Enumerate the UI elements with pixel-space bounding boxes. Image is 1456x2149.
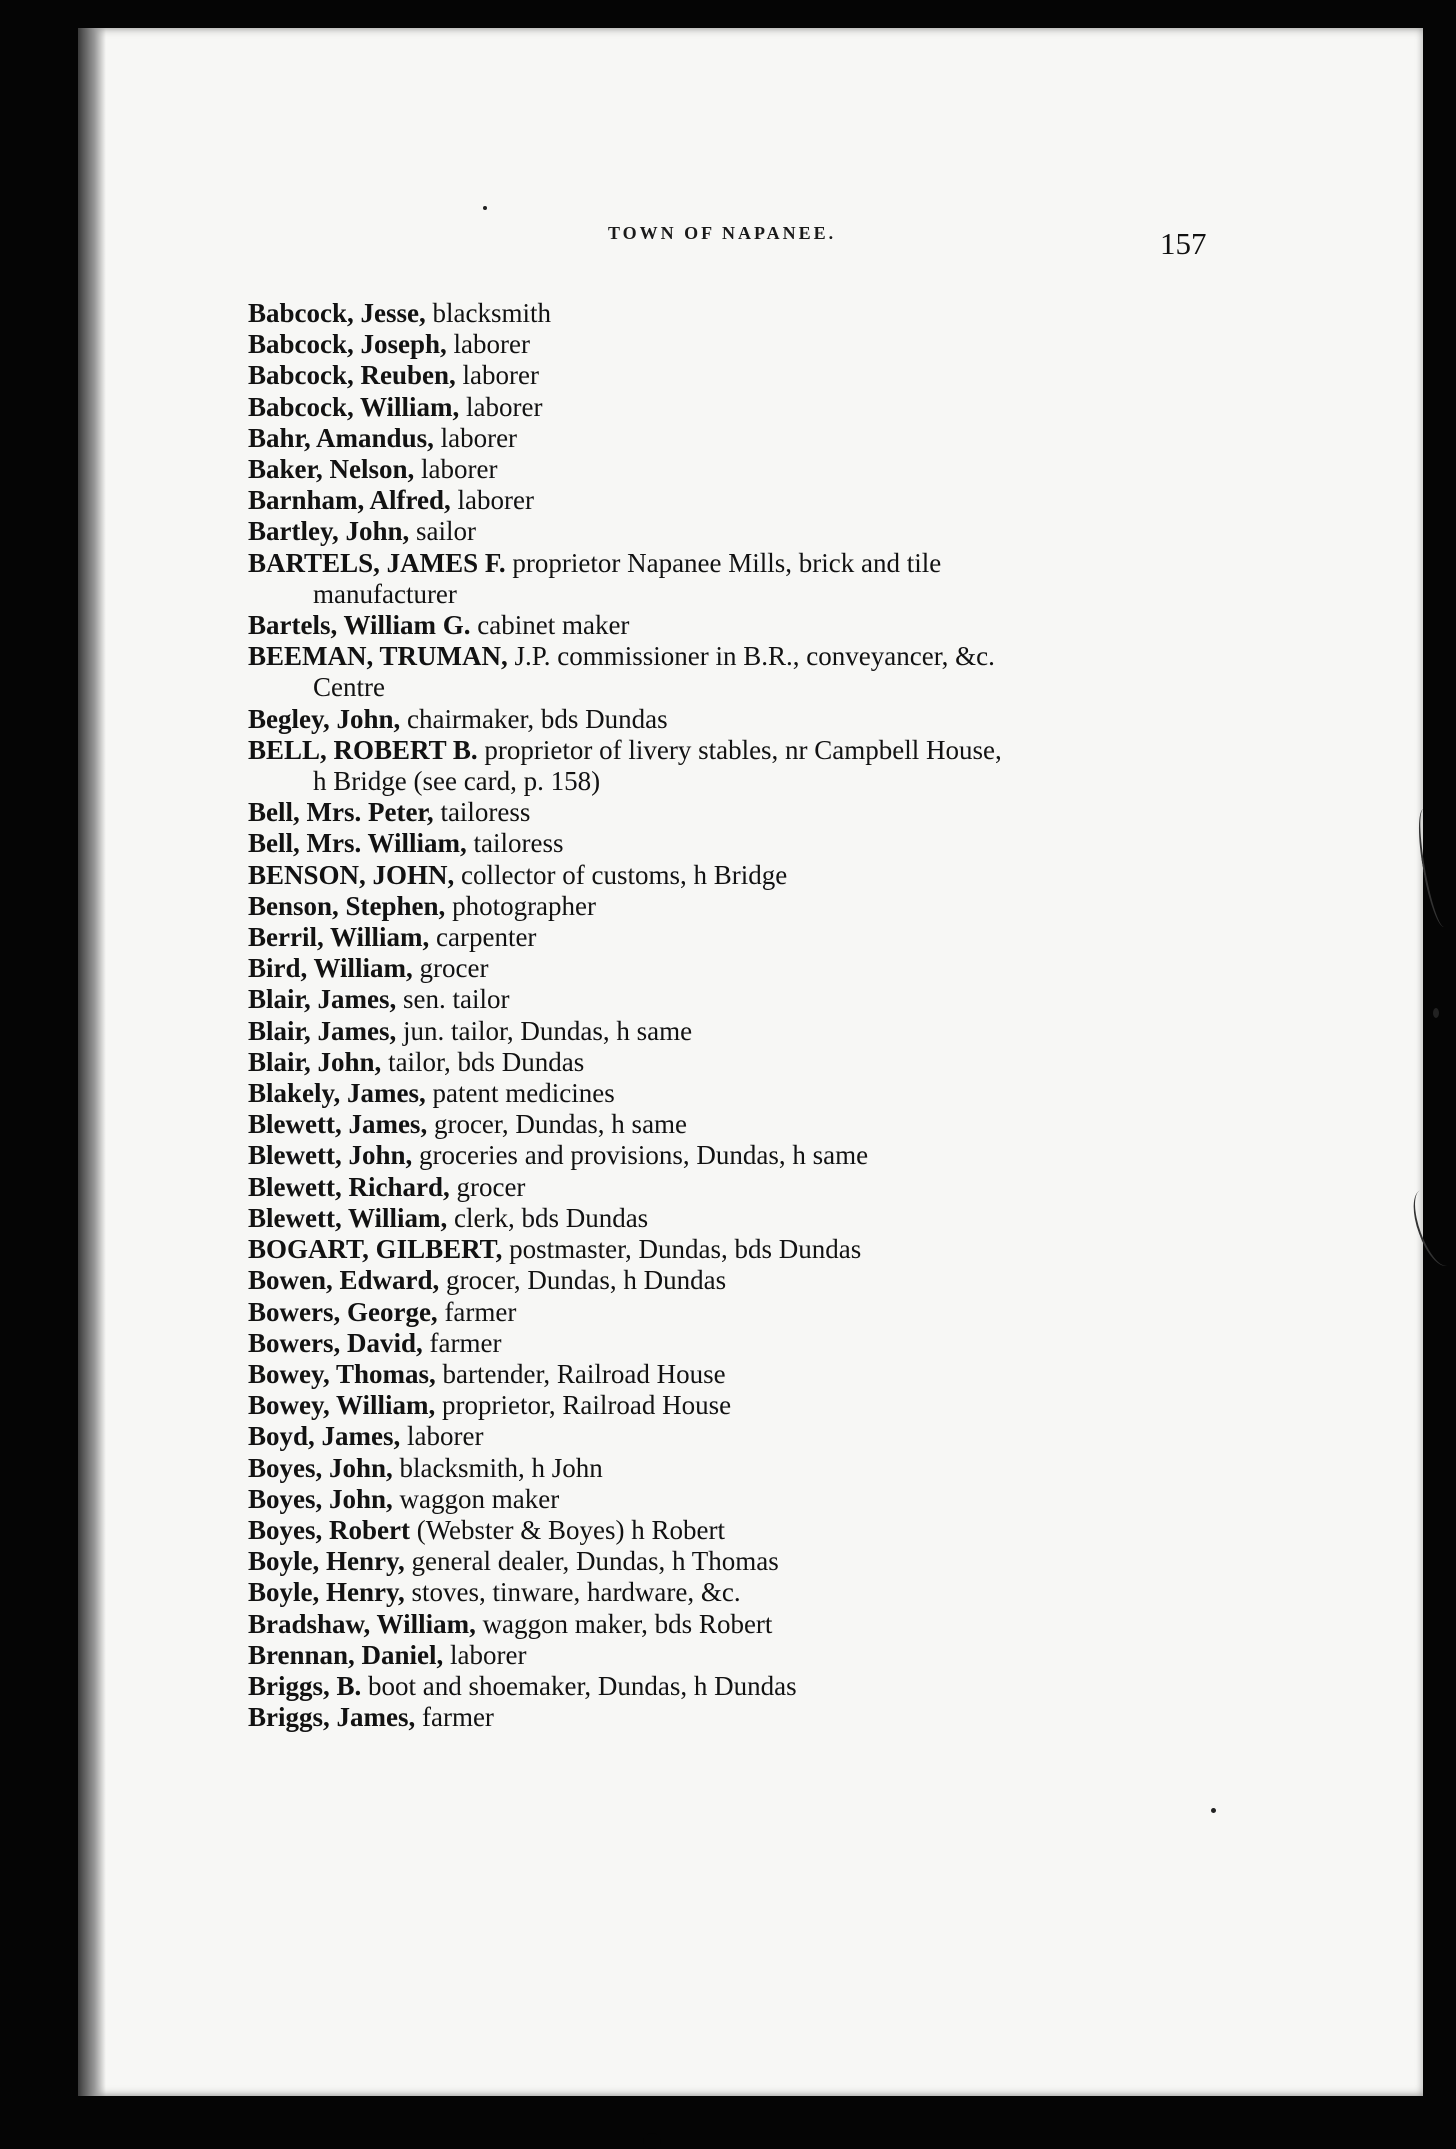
entry-name: Babcock, Jesse, <box>248 298 426 328</box>
entry-details: J.P. commissioner in B.R., conveyancer, &c. <box>507 641 995 672</box>
entry-details: blacksmith, h John <box>392 1452 603 1483</box>
entry-details: laborer <box>443 1639 527 1670</box>
directory-entry <box>248 735 1328 797</box>
entry-details: grocer <box>412 953 489 984</box>
directory-entry <box>248 1297 1328 1328</box>
directory-entry <box>248 704 1328 735</box>
entry-name: Blair, James, <box>248 984 397 1015</box>
directory-entry <box>248 1577 1328 1608</box>
entry-details: general dealer, Dundas, h Thomas <box>404 1546 779 1577</box>
entry-name: Bradshaw, William, <box>248 1608 476 1639</box>
entry-name: BOGART, GILBERT, <box>248 1234 503 1265</box>
entry-details: stoves, tinware, hardware, &c. <box>404 1577 741 1608</box>
directory-entry <box>248 1203 1328 1234</box>
entry-name: Blair, John, <box>248 1046 382 1077</box>
print-speck <box>483 206 487 210</box>
directory-entry <box>248 1265 1328 1296</box>
entry-details: proprietor of livery stables, nr Campbell House, <box>477 734 1002 765</box>
directory-entry <box>248 1359 1328 1390</box>
directory-entry <box>248 1016 1328 1047</box>
entry-details: patent medicines <box>425 1078 615 1109</box>
entry-name: Bowers, George, <box>248 1296 438 1327</box>
entry-name: BENSON, JOHN, <box>248 859 455 890</box>
directory-page <box>78 28 1423 2096</box>
entry-name: Babcock, Joseph, <box>248 329 447 360</box>
directory-entry <box>248 922 1328 953</box>
entry-name: BARTELS, JAMES F. <box>248 547 506 578</box>
directory-entry <box>248 1609 1328 1640</box>
directory-entry <box>248 360 1328 391</box>
entry-details: laborer <box>414 454 498 485</box>
entry-name: Blewett, John, <box>248 1140 413 1171</box>
directory-entry <box>248 485 1328 516</box>
page-edge-mark <box>1405 1185 1456 1271</box>
entry-name: Blair, James, <box>248 1015 397 1046</box>
directory-entry <box>248 610 1328 641</box>
running-header: TOWN OF NAPANEE. <box>608 223 837 243</box>
directory-entry <box>248 828 1328 859</box>
directory-entry <box>248 1702 1328 1733</box>
entry-details: farmer <box>422 1327 502 1358</box>
entry-details: grocer, Dundas, h same <box>427 1109 688 1140</box>
entry-details: waggon maker <box>392 1483 560 1514</box>
entry-details: laborer <box>450 485 534 516</box>
entry-details: laborer <box>400 1421 484 1452</box>
entry-name: Briggs, B. <box>248 1670 362 1701</box>
entry-name: Boyle, Henry, <box>248 1546 405 1577</box>
directory-entry <box>248 953 1328 984</box>
directory-entries <box>248 298 1328 1733</box>
entry-name: Blakely, James, <box>248 1078 426 1109</box>
entry-details: grocer, Dundas, h Dundas <box>439 1265 727 1296</box>
entry-name: Boyle, Henry, <box>248 1577 405 1608</box>
entry-details: laborer <box>433 422 518 453</box>
entry-name: Bowers, David, <box>248 1327 423 1358</box>
entry-name: Bird, William, <box>248 953 413 984</box>
entry-name: Blewett, Richard, <box>248 1171 450 1202</box>
entry-name: Bell, Mrs. Peter, <box>248 797 434 828</box>
entry-name: Bell, Mrs. William, <box>248 828 467 859</box>
directory-entry <box>248 423 1328 454</box>
entry-details: bartender, Railroad House <box>435 1358 726 1389</box>
directory-entry <box>248 1484 1328 1515</box>
directory-entry <box>248 1047 1328 1078</box>
directory-entry <box>248 1671 1328 1702</box>
entry-name: Bowey, Thomas, <box>248 1358 436 1389</box>
directory-entry <box>248 1453 1328 1484</box>
entry-details: jun. tailor, Dundas, h same <box>396 1015 693 1046</box>
entry-details: collector of customs, h Bridge <box>454 859 788 890</box>
entry-details: tailor, bds Dundas <box>381 1046 585 1077</box>
directory-entry <box>248 797 1328 828</box>
directory-entry <box>248 1421 1328 1452</box>
entry-details: laborer <box>459 391 543 422</box>
page-number: 157 <box>1160 226 1207 261</box>
entry-name: Begley, John, <box>248 703 401 734</box>
directory-entry <box>248 1515 1328 1546</box>
directory-entry <box>248 1109 1328 1140</box>
directory-entry <box>248 1078 1328 1109</box>
entry-name: Brennan, Daniel, <box>248 1639 444 1670</box>
entry-name: Babcock, Reuben, <box>248 360 456 391</box>
directory-entry <box>248 1640 1328 1671</box>
entry-name: Berril, William, <box>248 922 430 953</box>
directory-entry <box>248 860 1328 891</box>
entry-name: Bahr, Amandus, <box>248 422 434 453</box>
directory-entry <box>248 1546 1328 1577</box>
directory-entry <box>248 641 1328 703</box>
entry-name: Bartels, William G. <box>248 610 471 641</box>
entry-details: blacksmith <box>425 298 551 328</box>
entry-details: (Webster & Boyes) h Robert <box>409 1514 725 1545</box>
entry-details: farmer <box>437 1296 517 1327</box>
directory-entry <box>248 984 1328 1015</box>
print-speck <box>1433 1008 1439 1018</box>
entry-details: sen. tailor <box>396 984 510 1015</box>
entry-name: Briggs, James, <box>248 1702 416 1733</box>
directory-entry <box>248 891 1328 922</box>
directory-entry <box>248 1234 1328 1265</box>
entry-name: Baker, Nelson, <box>248 454 415 485</box>
directory-entry <box>248 329 1328 360</box>
entry-details: groceries and provisions, Dundas, h same <box>412 1140 869 1171</box>
entry-name: Boyd, James, <box>248 1421 401 1452</box>
directory-entry <box>248 1390 1328 1421</box>
print-speck <box>643 2133 661 2149</box>
entry-details: carpenter <box>429 922 537 953</box>
entry-name: Bowey, William, <box>248 1390 436 1421</box>
directory-entry <box>248 298 1328 329</box>
entry-name: Boyes, John, <box>248 1483 393 1514</box>
entry-details: postmaster, Dundas, bds Dundas <box>502 1234 862 1265</box>
entry-details: farmer <box>415 1702 494 1733</box>
entry-continuation: h Bridge (see card, p. 158) <box>313 766 601 797</box>
entry-name: Boyes, John, <box>248 1452 393 1483</box>
entry-name: Boyes, Robert <box>248 1514 410 1545</box>
entry-details: chairmaker, bds Dundas <box>400 703 668 734</box>
directory-entry <box>248 1172 1328 1203</box>
print-speck <box>1211 1808 1216 1813</box>
entry-details: tailoress <box>433 797 531 828</box>
entry-name: BEEMAN, TRUMAN, <box>248 641 508 672</box>
entry-details: grocer <box>449 1171 526 1202</box>
directory-entry <box>248 1140 1328 1171</box>
page-edge-mark <box>1413 807 1456 929</box>
entry-name: Benson, Stephen, <box>248 890 446 921</box>
entry-details: cabinet maker <box>470 610 630 641</box>
entry-name: Babcock, William, <box>248 391 460 422</box>
entry-details: tailoress <box>466 828 564 859</box>
entry-details: laborer <box>455 360 539 391</box>
entry-details: proprietor, Railroad House <box>435 1390 732 1421</box>
entry-name: Blewett, William, <box>248 1202 448 1233</box>
directory-entry <box>248 548 1328 610</box>
entry-details: proprietor Napanee Mills, brick and tile <box>505 547 942 578</box>
entry-name: Bartley, John, <box>248 516 410 547</box>
directory-entry <box>248 392 1328 423</box>
binding-shadow <box>78 28 106 2096</box>
entry-name: Blewett, James, <box>248 1109 428 1140</box>
entry-details: sailor <box>409 516 477 547</box>
directory-entry <box>248 454 1328 485</box>
entry-continuation: manufacturer <box>313 578 457 609</box>
entry-name: Bowen, Edward, <box>248 1265 440 1296</box>
entry-details: laborer <box>446 329 530 360</box>
entry-continuation: Centre <box>313 672 385 703</box>
entry-name: Barnham, Alfred, <box>248 485 451 516</box>
entry-details: clerk, bds Dundas <box>447 1202 649 1233</box>
directory-entry <box>248 1328 1328 1359</box>
entry-details: photographer <box>445 890 597 921</box>
entry-details: waggon maker, bds Robert <box>475 1608 773 1639</box>
entry-name: BELL, ROBERT B. <box>248 734 478 765</box>
directory-entry <box>248 516 1328 547</box>
entry-details: boot and shoemaker, Dundas, h Dundas <box>361 1670 797 1701</box>
